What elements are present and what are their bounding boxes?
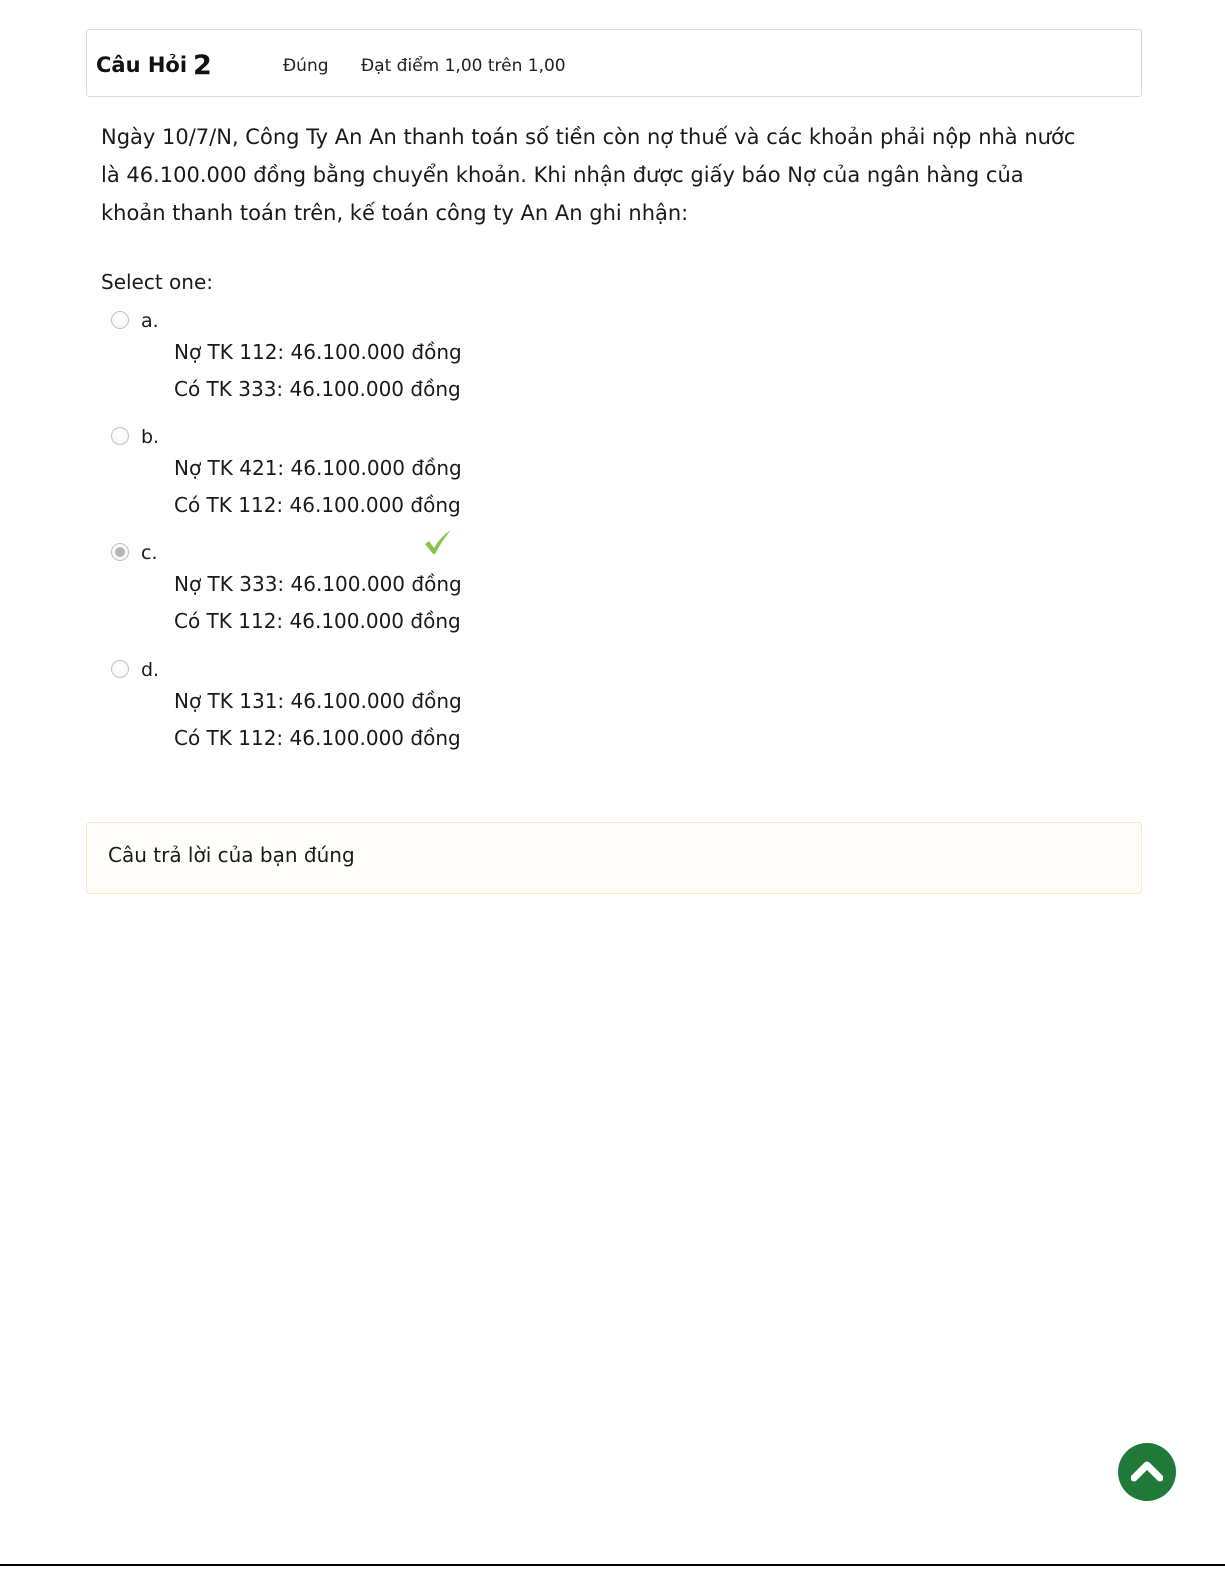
page-bottom-rule: [0, 1564, 1225, 1566]
option-d-credit: Có TK 112: 46.100.000 đồng: [174, 726, 461, 750]
option-c-debit: Nợ TK 333: 46.100.000 đồng: [174, 572, 462, 596]
option-d-debit: Nợ TK 131: 46.100.000 đồng: [174, 689, 462, 713]
feedback-text: Câu trả lời của bạn đúng: [108, 843, 355, 867]
option-letter-c: c.: [141, 542, 158, 564]
option-b-credit: Có TK 112: 46.100.000 đồng: [174, 493, 461, 517]
answer-option-d[interactable]: [111, 660, 671, 776]
radio-b[interactable]: [111, 427, 129, 445]
feedback-box: [86, 822, 1142, 894]
question-grade: Đạt điểm 1,00 trên 1,00: [361, 56, 566, 76]
question-number: 2: [193, 50, 212, 81]
question-text: Ngày 10/7/N, Công Ty An An thanh toán số tiền còn nợ thuế và các khoản phải nộp nhà nước là 46.100.000 đồng bằng chuyển khoản. Khi nhận được giấy báo Nợ của ngân hàng của khoản thanh toán trên, kế toán công ty An An ghi nhận:: [101, 125, 1076, 225]
option-b-debit: Nợ TK 421: 46.100.000 đồng: [174, 456, 462, 480]
answer-option-a[interactable]: [111, 311, 671, 427]
question-title-label: Câu Hỏi: [96, 53, 188, 77]
chevron-up-icon: [1131, 1458, 1163, 1484]
question-title: [96, 48, 212, 79]
scroll-to-top-button[interactable]: [1118, 1443, 1176, 1501]
option-a-credit: Có TK 333: 46.100.000 đồng: [174, 377, 461, 401]
radio-d[interactable]: [111, 660, 129, 678]
radio-a[interactable]: [111, 311, 129, 329]
question-info-box: [86, 29, 1142, 97]
option-c-credit: Có TK 112: 46.100.000 đồng: [174, 609, 461, 633]
answer-option-c[interactable]: [111, 543, 671, 659]
option-letter-b: b.: [141, 426, 160, 448]
select-one-prompt: Select one:: [101, 270, 214, 294]
question-state: Đúng: [283, 56, 329, 76]
answer-option-b[interactable]: [111, 427, 671, 543]
option-letter-a: a.: [141, 310, 159, 332]
check-icon: [423, 529, 453, 557]
option-letter-d: d.: [141, 659, 160, 681]
radio-c[interactable]: [111, 543, 129, 561]
option-a-debit: Nợ TK 112: 46.100.000 đồng: [174, 340, 462, 364]
